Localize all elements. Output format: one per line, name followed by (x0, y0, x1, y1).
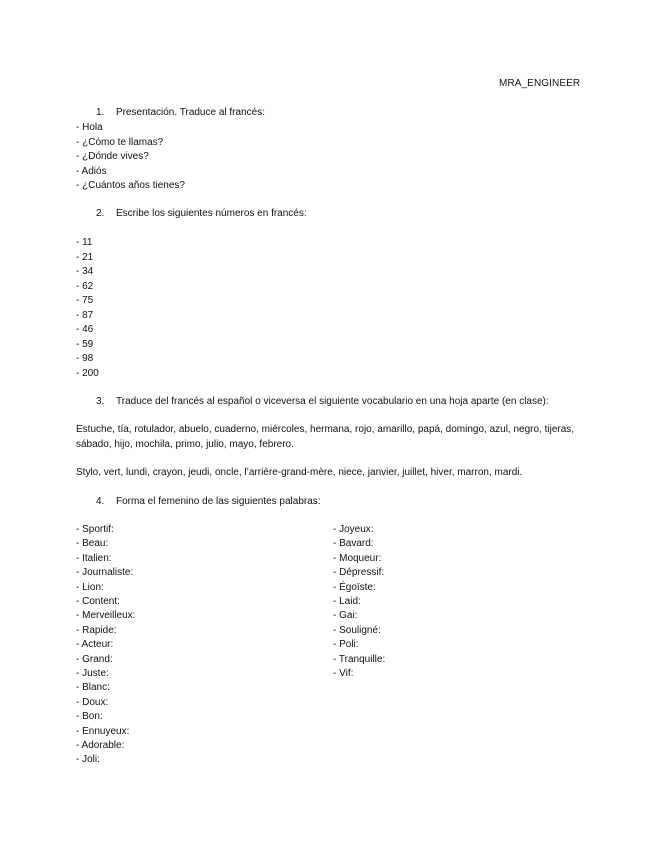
number-item: - 75 (76, 295, 94, 306)
section-2-number: 2. (96, 208, 105, 219)
feminine-word-right: - Laid: (333, 596, 361, 607)
section-3-title: Traduce del francés al español o viceversa el siguiente vocabulario en una hoja aparte (en clase): (116, 396, 549, 407)
feminine-word-left: - Acteur: (76, 639, 114, 651)
feminine-word-right: - Dépressif: (333, 567, 385, 579)
section-2-title: Escribe los siguientes números en francés: (116, 208, 307, 219)
feminine-word-left: - Content: (76, 596, 120, 607)
number-item: - 21 (76, 251, 94, 263)
spanish-vocabulary: Estuche, tía, rotulador, abuelo, cuaderno, miércoles, hermana, rojo, amarillo, papá, domingo, azul, negro, tijeras, sábado, hijo, mochila, primo, julio, mayo, febrero. (76, 424, 575, 450)
author-label: MRA_ENGINEER (499, 78, 581, 89)
feminine-word-left: - Merveilleux: (76, 610, 136, 622)
feminine-word-left: - Juste: (76, 668, 109, 679)
section-2-heading (96, 208, 307, 220)
feminine-word-right: - Souligné: (333, 624, 381, 636)
feminine-word-right: - Bavard: (333, 538, 374, 550)
feminine-word-left: - Rapide: (76, 624, 117, 636)
section-1-item: - Adiós (76, 165, 107, 177)
number-item: - 46 (76, 324, 94, 335)
feminine-word-right: - Moqueur: (333, 552, 382, 564)
section-1-item: - ¿Cómo te llamas? (76, 136, 164, 148)
feminine-word-right: - Poli: (333, 639, 359, 651)
section-1-title: Presentación. Traduce al francés: (116, 107, 265, 118)
feminine-word-left: - Lion: (76, 581, 104, 593)
feminine-word-right: - Gai: (333, 610, 358, 622)
feminine-word-left: - Sportif: (76, 524, 114, 535)
french-vocabulary: Stylo, vert, lundi, crayon, jeudi, oncle, l’arrière-grand-mère, niece, janvier, juillet, hiver, marron, mardi. (76, 467, 523, 478)
section-3-number: 3. (96, 396, 105, 407)
number-item: - 34 (76, 266, 94, 277)
section-1-item: - ¿Cuántos años tienes? (76, 180, 185, 191)
feminine-word-right: - Tranquille: (333, 653, 386, 665)
feminine-word-left: - Beau: (76, 538, 109, 550)
number-item: - 87 (76, 309, 94, 321)
section-4-title: Forma el femenino de las siguientes palabras: (116, 496, 321, 507)
number-item: - 59 (76, 338, 94, 350)
feminine-word-left: - Joli: (76, 754, 100, 766)
feminine-word-right: - Joyeux: (333, 524, 374, 535)
feminine-word-left: - Journaliste: (76, 567, 134, 579)
section-1-item: - ¿Dónde vives? (76, 151, 149, 162)
feminine-word-left: - Ennuyeux: (76, 725, 130, 737)
feminine-word-right: - Égoïste: (333, 581, 376, 593)
section-4-number: 4. (96, 496, 105, 507)
section-1-item: - Hola (76, 122, 103, 133)
section-4-heading (96, 496, 321, 508)
feminine-word-left: - Doux: (76, 696, 109, 708)
feminine-word-left: - Bon: (76, 711, 103, 723)
feminine-word-left: - Adorable: (76, 740, 125, 751)
feminine-word-right: - Vif: (333, 668, 354, 679)
number-item: - 62 (76, 280, 94, 292)
feminine-word-left: - Grand: (76, 653, 113, 665)
feminine-word-left: - Blanc: (76, 682, 110, 694)
number-item: - 98 (76, 353, 94, 364)
feminine-word-left: - Italien: (76, 552, 112, 564)
number-item: - 200 (76, 367, 99, 379)
number-item: - 11 (76, 237, 93, 248)
section-1-number: 1. (96, 107, 105, 118)
section-3-heading (96, 396, 549, 408)
section-1-heading (96, 107, 265, 119)
